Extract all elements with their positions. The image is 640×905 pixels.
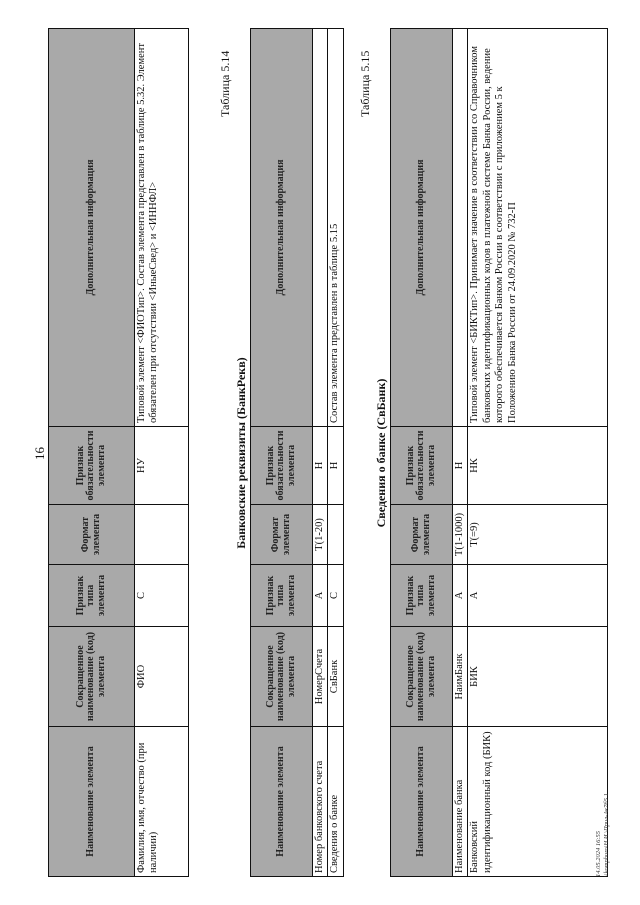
header-format: Формат элемента [251, 505, 313, 565]
cell-name: Наименование банка [453, 727, 468, 877]
header-required: Признак обязательности элемента [251, 427, 313, 505]
cell-format: Т(=9) [468, 505, 608, 565]
table-row [453, 29, 468, 877]
table-row [468, 29, 608, 877]
cell-info: Типовой элемент <БИКТип>. Принимает значение в соответствии со Справочником банковских идентификационных кодов в платежной системе Банка России, ведение которого обеспечивается Банком России в соответствии с приложением 5 к Положению Банка России от 24.09.2020 № 732-П [468, 29, 608, 427]
header-format: Формат элемента [49, 505, 135, 565]
cell-code: НомерСчета [313, 627, 328, 727]
table-caption-5-14: Таблица 5.14 [218, 50, 232, 117]
header-required: Признак обязательности элемента [49, 427, 135, 505]
cell-type: А [453, 565, 468, 627]
cell-type: А [313, 565, 328, 627]
cell-info [313, 29, 328, 427]
cell-name: Фамилия, имя, отчество (при наличии) [135, 727, 189, 877]
table-row [135, 29, 189, 877]
cell-info: Состав элемента представлен в таблице 5.15 [328, 29, 343, 427]
table-caption-5-15: Таблица 5.15 [358, 50, 372, 117]
cell-required: НУ [135, 427, 189, 505]
cell-code: ФИО [135, 627, 189, 727]
section-title-svbank: Сведения о банке (СвБанк) [374, 378, 388, 528]
header-info: Дополнительная информация [49, 29, 135, 427]
table-bankrekv [250, 28, 344, 877]
cell-code: НаимБанк [453, 627, 468, 727]
header-info: Дополнительная информация [391, 29, 453, 427]
cell-type: С [328, 565, 343, 627]
header-code: Сокращенное наименование (код) элемента [49, 627, 135, 727]
table-fio [48, 28, 189, 877]
footer-date: 14.05.2024 16:55 [595, 830, 602, 877]
header-type: Признак типа элемента [391, 565, 453, 627]
table-row [313, 29, 328, 877]
header-format: Формат элемента [391, 505, 453, 565]
cell-format: Т(1-20) [313, 505, 328, 565]
table-row [328, 29, 343, 877]
footer-path: \\kompburo\Н.И.\Прил-Ак7б5 1 [603, 793, 611, 877]
cell-code: БИК [468, 627, 608, 727]
header-name: Наименование элемента [391, 727, 453, 877]
cell-type: С [135, 565, 189, 627]
page-number: 16 [32, 447, 47, 460]
cell-required: Н [328, 427, 343, 505]
header-type: Признак типа элемента [49, 565, 135, 627]
header-name: Наименование элемента [251, 727, 313, 877]
cell-name: Номер банковского счета [313, 727, 328, 877]
cell-required: Н [453, 427, 468, 505]
cell-code: СвБанк [328, 627, 343, 727]
section-title-bankrekv: Банковские реквизиты (БанкРекв) [234, 357, 248, 549]
cell-info [453, 29, 468, 427]
footer-stamp [595, 793, 612, 877]
cell-format: Т(1-1000) [453, 505, 468, 565]
cell-format [328, 505, 343, 565]
header-info: Дополнительная информация [251, 29, 313, 427]
table-svbank [390, 28, 608, 877]
cell-info: Типовой элемент <ФИОТип>. Состав элемента представлен в таблице 5.32. Элемент обязателен при отсутствии <ИныеСвед> и <ИННФЛ> [135, 29, 189, 427]
header-code: Сокращенное наименование (код) элемента [251, 627, 313, 727]
cell-name: Сведения о банке [328, 727, 343, 877]
cell-required: Н [313, 427, 328, 505]
header-code: Сокращенное наименование (код) элемента [391, 627, 453, 727]
header-required: Признак обязательности элемента [391, 427, 453, 505]
cell-name: Банковский идентификационный код (БИК) [468, 727, 608, 877]
cell-format [135, 505, 189, 565]
cell-required: НК [468, 427, 608, 505]
cell-type: А [468, 565, 608, 627]
header-type: Признак типа элемента [251, 565, 313, 627]
header-name: Наименование элемента [49, 727, 135, 877]
